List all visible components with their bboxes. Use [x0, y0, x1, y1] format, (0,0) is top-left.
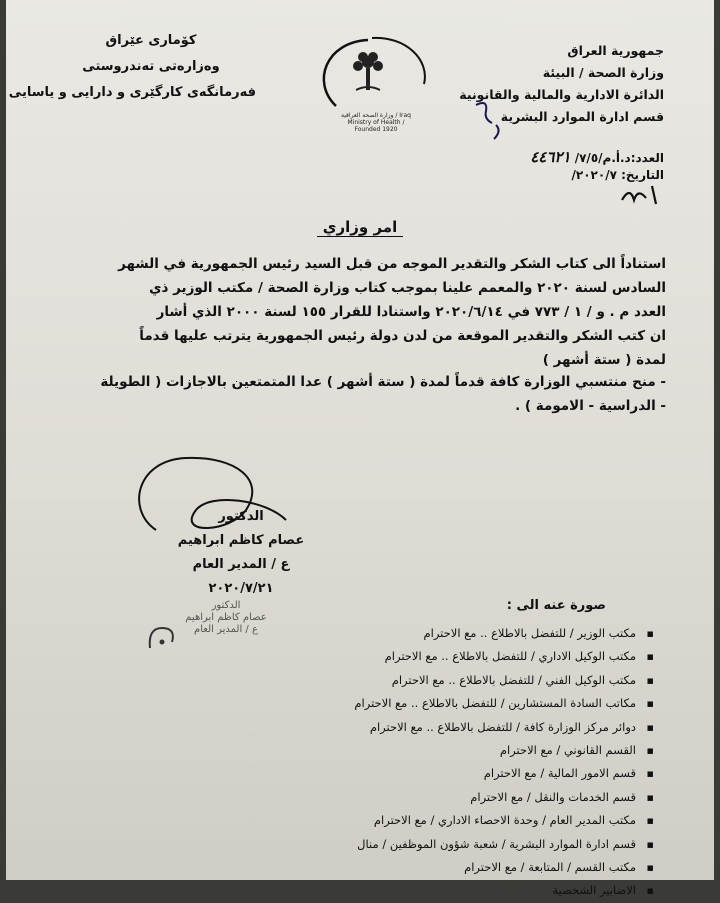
cc-item: ▪ مكتب الوكيل الاداري / للتفضل بالاطلاع .. مع الاحترام — [234, 645, 654, 668]
header-left-line: وەزارەتی تەندروستی — [82, 59, 220, 74]
ministry-logo-icon — [306, 32, 436, 112]
body-line: استناداً الى كتاب الشكر والتقدير الموجه من قبل السيد رئيس الجمهورية في الشهر — [118, 256, 666, 272]
cc-item: ▪ قسم الامور المالية / مع الاحترام — [234, 762, 654, 785]
cc-item: ▪ القسم القانوني / مع الاحترام — [234, 739, 654, 762]
grant-line: - منح منتسبي الوزارة كافة قدماً لمدة ( ستة أشهر ) عدا المتمتعين بالاجازات ( الطويلة — [100, 374, 666, 390]
cc-heading: صورة عنه الى : — [506, 598, 606, 613]
document-date — [572, 168, 664, 182]
order-title-text: امر وزاري — [317, 218, 403, 237]
cc-item: ▪ دوائر مركز الوزارة كافة / للتفضل بالاطلاع .. مع الاحترام — [234, 716, 654, 739]
handwritten-day-mark — [616, 180, 666, 210]
body-line: ان كتب الشكر والتقدير الموقعة من لدن دولة رئيس الجمهورية يترتب عليها قدماً — [139, 328, 666, 344]
signature-date: ٢٠٢٠/٧/٢١ — [208, 581, 274, 596]
document-page — [6, 0, 714, 898]
stamp-line: الدكتور — [211, 600, 241, 611]
reference-label: العدد:د.أ.م/٧/٥/ — [574, 151, 664, 165]
header-line-ministry: وزارة الصحة / البيئة — [542, 65, 664, 80]
order-title — [6, 218, 714, 236]
header-left — [8, 28, 256, 106]
stamp-line: عصام كاظم ابراهيم — [185, 612, 267, 623]
cc-item: ▪ قسم الخدمات والنقل / مع الاحترام — [234, 786, 654, 809]
signature-name: عصام كاظم ابراهيم — [177, 533, 305, 548]
cc-list — [234, 622, 654, 903]
cc-item: ▪ مكاتب السادة المستشارين / للتفضل بالاطلاع .. مع الاحترام — [234, 692, 654, 715]
signature-block — [156, 505, 326, 601]
grant-line: - الدراسية - الامومة ) . — [515, 398, 666, 414]
body-line: العدد م . و / ١ / ٧٧٣ في ٢٠٢٠/٦/١٤ واستنادا للقرار ١٥٥ لسنة ٢٠٠٠ الذي أشار — [156, 304, 666, 320]
date-value: ٢٠٢٠/٧/ — [571, 168, 617, 182]
cc-item: ▪ قسم ادارة الموارد البشرية / شعبة شؤون الموظفين / منال — [234, 833, 654, 856]
cc-item: ▪ الاضابير الشخصية — [234, 879, 654, 902]
cc-item: ▪ مكتب القسم / المتابعة / مع الاحترام — [234, 856, 654, 879]
header-left-line: كۆماری عێراق — [105, 33, 197, 48]
header-left-line: فەرمانگەی كارگێری و دارایی و یاسایی — [8, 85, 256, 100]
grant-clause — [46, 370, 666, 418]
body-line: السادس لسنة ٢٠٢٠ والمعمم علينا بموجب كتاب وزارة الصحة / مكتب الوزير ذي — [149, 280, 666, 296]
body-line: لمدة ( ستة أشهر ) — [542, 352, 666, 368]
header-line-department: قسم ادارة الموارد البشرية — [500, 109, 664, 124]
signature-title: الدكتور — [218, 509, 264, 524]
header-right — [434, 40, 664, 128]
reference-number — [530, 148, 664, 166]
logo-caption: وزارة الصحة العراقية / Iraq Ministry of Health / Founded 1920 — [341, 112, 411, 133]
cc-item: ▪ مكتب المدير العام / وحدة الاحصاء الاداري / مع الاحترام — [234, 809, 654, 832]
header-line-country: جمهورية العراق — [567, 43, 664, 58]
order-body — [52, 252, 666, 372]
reference-value: ٤٤٦٢١ — [530, 148, 571, 166]
date-label: التاريخ: — [621, 168, 664, 182]
stamp-line: ع / المدير العام — [194, 624, 258, 635]
cc-item: ▪ مكتب الوزير / للتفضل بالاطلاع .. مع الاحترام — [234, 622, 654, 645]
signature-position: ع / المدير العام — [192, 557, 290, 572]
cc-item: ▪ مكتب الوكيل الفني / للتفضل بالاطلاع .. مع الاحترام — [234, 669, 654, 692]
header-line-directorate: الدائرة الادارية والمالية والقانونية — [459, 87, 664, 102]
